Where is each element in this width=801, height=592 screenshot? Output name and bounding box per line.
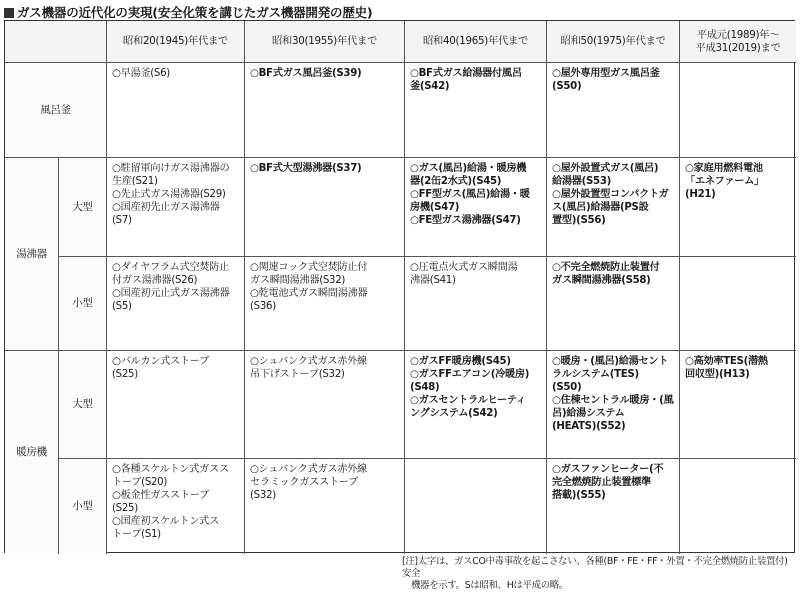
table-cell xyxy=(547,459,680,554)
equipment-item: ○FF型ガス(風呂)給湯・暖 房機(S47) xyxy=(410,189,530,213)
table-cell xyxy=(245,351,405,459)
equipment-item: ○早湯釜(S6) xyxy=(112,68,170,79)
equipment-item: ○板金性ガスストーブ (S25) xyxy=(112,490,210,514)
table-cell xyxy=(547,63,680,158)
equipment-item: ○暖房・(風呂)給湯セント ラルシステム(TES) (S50) xyxy=(552,356,669,393)
table-cell xyxy=(245,257,405,351)
equipment-item: ○屋外設置型コンパクトガ ス(風呂)給湯器(PS設 置型)(S56) xyxy=(552,189,669,226)
equipment-item: ○駐留軍向けガス湯沸器の 生産(S21) xyxy=(112,163,230,187)
equipment-item: ○ガスFFエアコン(冷暖房) (S48) xyxy=(410,369,530,393)
footnote: [注]太字は、ガスCO中毒事故を起こさない、各種(BF・FE・FF・外置・不完全燃焼防止装置付)安全 機器を示す。Sは昭和、Hは平成の略。 xyxy=(402,556,788,591)
table-cell xyxy=(680,63,796,158)
table-cell xyxy=(405,459,547,554)
table-cell xyxy=(245,63,405,158)
equipment-item: ○屋外専用型ガス風呂釜 (S50) xyxy=(552,68,660,92)
row-label-danboki: 暖房機 xyxy=(5,351,59,554)
equipment-item: ○関連コック式空焚防止付 ガス瞬間湯沸器(S32) xyxy=(250,262,368,286)
equipment-item: ○国産初スケルトン式ス トーブ(S1) xyxy=(112,516,219,540)
table-cell xyxy=(405,63,547,158)
table-cell xyxy=(680,459,796,554)
equipment-item: ○圧電点火式ガス瞬間湯 沸器(S41) xyxy=(410,262,518,286)
subrow-label-large: 大型 xyxy=(59,158,107,257)
equipment-item: ○シュバンク式ガス赤外線 吊下げストーブ(S32) xyxy=(250,356,367,380)
subrow-label-small: 小型 xyxy=(59,459,107,554)
table-cell xyxy=(405,351,547,459)
header-era-2: 昭和30(1955)年代まで xyxy=(245,21,405,63)
table-cell xyxy=(107,158,245,257)
equipment-item: ○屋外設置式ガス(風呂) 給湯器(S53) xyxy=(552,163,659,187)
subrow-label-small: 小型 xyxy=(59,257,107,351)
title-bullet-icon xyxy=(4,8,14,18)
table-corner xyxy=(5,21,107,63)
equipment-item: ○高効率TES(潜熱 回収型)(H13) xyxy=(685,356,768,380)
subrow-label-large: 大型 xyxy=(59,351,107,459)
equipment-item: ○BF式ガス給湯器付風呂 釜(S42) xyxy=(410,68,522,92)
page-title xyxy=(4,3,372,19)
table-cell xyxy=(680,257,796,351)
table-cell xyxy=(547,351,680,459)
equipment-item: ○BF式大型湯沸器(S37) xyxy=(250,163,362,174)
equipment-item: ○ガスファンヒーター(不 完全燃焼防止装置標準 搭載)(S55) xyxy=(552,464,664,501)
row-label-furogama: 風呂釜 xyxy=(5,63,107,158)
table-cell xyxy=(680,158,796,257)
table-cell xyxy=(405,257,547,351)
header-era-3: 昭和40(1965)年代まで xyxy=(405,21,547,63)
table-cell xyxy=(107,257,245,351)
title-text: ガス機器の近代化の実現(安全化策を講じたガス機器開発の歴史) xyxy=(17,5,373,20)
equipment-item: ○乾電池式ガス瞬間湯沸器 (S36) xyxy=(250,288,368,312)
header-era-1: 昭和20(1945)年代まで xyxy=(107,21,245,63)
row-label-yuwakashiki: 湯沸器 xyxy=(5,158,59,351)
table-cell xyxy=(245,459,405,554)
header-era-5: 平成元(1989)年〜 平成31(2019)まで xyxy=(680,21,796,63)
equipment-item: ○BF式ガス風呂釜(S39) xyxy=(250,68,362,79)
equipment-item: ○ガスセントラルヒーティ ングシステム(S42) xyxy=(410,395,526,419)
table-cell xyxy=(405,158,547,257)
equipment-item: ○不完全燃焼防止装置付 ガス瞬間湯沸器(S58) xyxy=(552,262,660,286)
equipment-item: ○家庭用燃料電池 「エネファーム」 (H21) xyxy=(685,163,764,200)
equipment-item: ○シュバンク式ガス赤外線 セラミックガスストーブ (S32) xyxy=(250,464,367,501)
equipment-item: ○ガス(風呂)給湯・暖房機 器(2缶2水式)(S45) xyxy=(410,163,527,187)
equipment-item: ○住棟セントラル暖房・(風 呂)給湯システム (HEATS)(S52) xyxy=(552,395,674,432)
header-era-4: 昭和50(1975)年代まで xyxy=(547,21,680,63)
equipment-item: ○ダイヤフラム式空焚防止 付ガス湯沸器(S26) xyxy=(112,262,230,286)
equipment-item: ○FE型ガス湯沸器(S47) xyxy=(410,215,521,226)
equipment-item: ○バルカン式ストーブ (S25) xyxy=(112,356,210,380)
table-cell xyxy=(547,257,680,351)
equipment-item: ○各種スケルトン式ガスス トーブ(S20) xyxy=(112,464,229,488)
table-cell xyxy=(680,351,796,459)
table-cell xyxy=(245,158,405,257)
table-cell xyxy=(107,63,245,158)
table-cell xyxy=(547,158,680,257)
table-cell xyxy=(107,459,245,554)
equipment-item: ○国産初先止ガス湯沸器 (S7) xyxy=(112,202,220,226)
table-cell xyxy=(107,351,245,459)
equipment-item: ○国産初元止式ガス湯沸器 (S5) xyxy=(112,288,230,312)
equipment-item: ○先止式ガス湯沸器(S29) xyxy=(112,189,226,200)
history-table xyxy=(4,20,795,553)
equipment-item: ○ガスFF暖房機(S45) xyxy=(410,356,511,367)
